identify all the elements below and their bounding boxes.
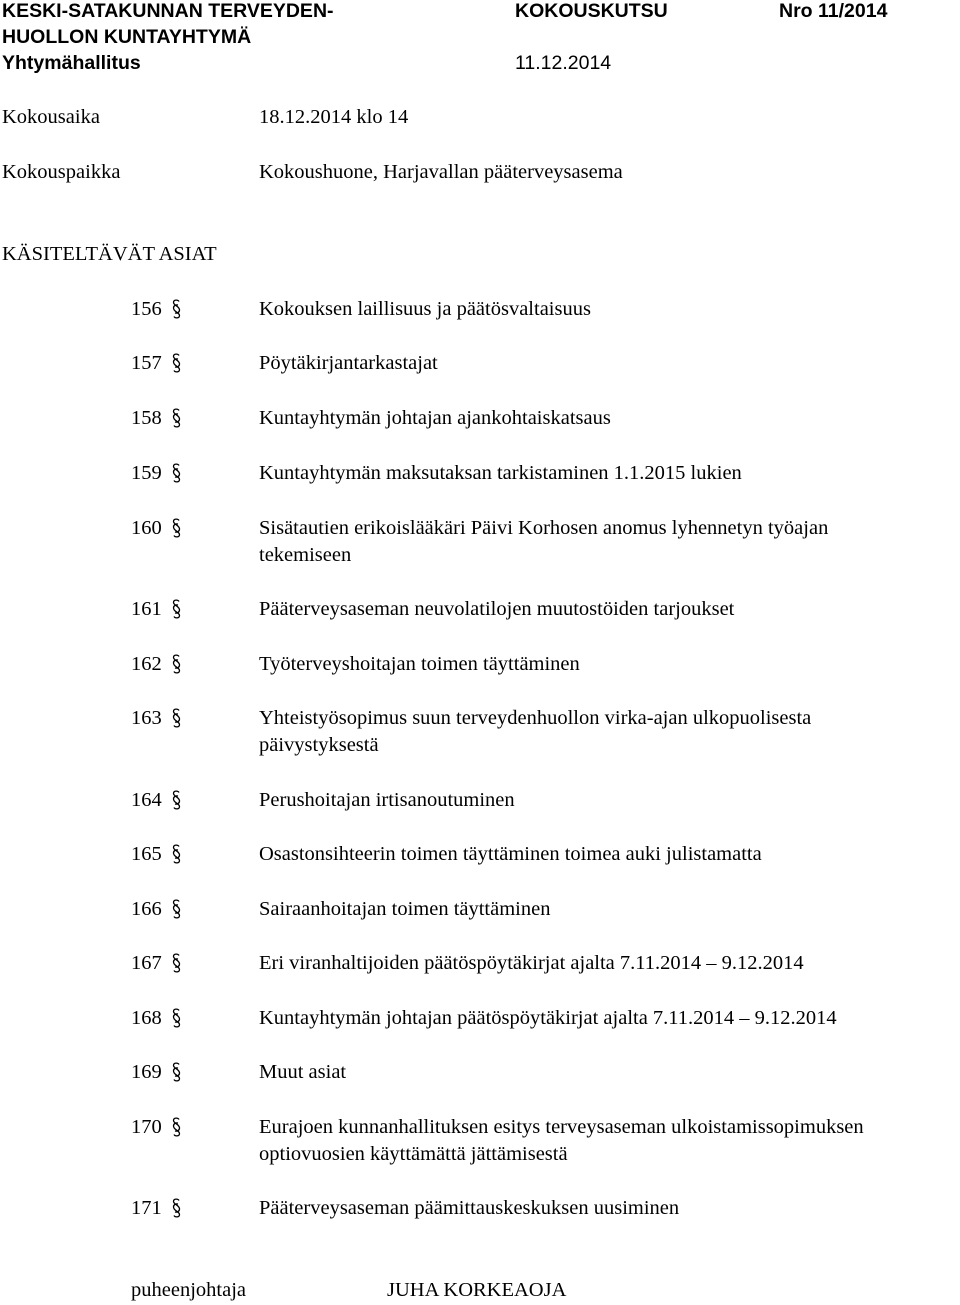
document-number: Nro 11/2014 <box>779 0 888 22</box>
section-sign-icon <box>171 707 182 729</box>
agenda-item-number: 166 <box>131 898 162 920</box>
agenda-item-title: Pääterveysaseman päämittauskeskuksen uusiminen <box>259 1197 680 1219</box>
section-sign-icon <box>171 952 182 974</box>
agenda-item-number: 159 <box>131 462 162 484</box>
agenda-item-title: Muut asiat <box>259 1061 347 1083</box>
agenda-item-number: 161 <box>131 598 162 620</box>
agenda-item-number: 156 <box>131 298 162 320</box>
agenda-item-title: Sisätautien erikoislääkäri Päivi Korhosen anomus lyhennetyn työajan <box>259 517 829 539</box>
meeting-place-value: Kokoushuone, Harjavallan pääterveysasema <box>259 161 623 183</box>
section-sign-icon <box>171 898 182 920</box>
agenda-item-title: Yhteistyösopimus suun terveydenhuollon virka-ajan ulkopuolisesta <box>259 707 812 729</box>
section-sign-icon <box>171 789 182 811</box>
agenda-item-number: 165 <box>131 843 162 865</box>
agenda-item-number: 171 <box>131 1197 162 1219</box>
agenda-item-number: 162 <box>131 653 162 675</box>
section-sign-icon <box>171 653 182 675</box>
agenda-item-title: Kuntayhtymän johtajan ajankohtaiskatsaus <box>259 407 611 429</box>
agenda-item-title: Pääterveysaseman neuvolatilojen muutostöiden tarjoukset <box>259 598 735 620</box>
section-sign-icon <box>171 1116 182 1138</box>
meeting-time-value: 18.12.2014 klo 14 <box>259 106 409 128</box>
agenda-item-number: 168 <box>131 1007 162 1029</box>
meeting-time-label: Kokousaika <box>2 106 100 128</box>
agenda-item-title-continued: optiovuosien käyttämättä jättämisestä <box>259 1143 568 1165</box>
document-date: 11.12.2014 <box>515 52 612 74</box>
agenda-item-title: Kokouksen laillisuus ja päätösvaltaisuus <box>259 298 591 320</box>
meeting-place-label: Kokouspaikka <box>2 161 121 183</box>
agenda-item-number: 160 <box>131 517 162 539</box>
org-name-line1: KESKI-SATAKUNNAN TERVEYDEN- <box>2 0 334 22</box>
agenda-item-title: Osastonsihteerin toimen täyttäminen toimea auki julistamatta <box>259 843 762 865</box>
agenda-item-number: 169 <box>131 1061 162 1083</box>
agenda-item-number: 163 <box>131 707 162 729</box>
agenda-heading: KÄSITELTÄVÄT ASIAT <box>2 243 217 265</box>
section-sign-icon <box>171 1007 182 1029</box>
agenda-item-number: 164 <box>131 789 162 811</box>
signature-name: JUHA KORKEAOJA <box>387 1279 567 1301</box>
org-name-line2: HUOLLON KUNTAYHTYMÄ <box>2 26 252 48</box>
section-sign-icon <box>171 598 182 620</box>
section-sign-icon <box>171 298 182 320</box>
agenda-item-number: 157 <box>131 352 162 374</box>
agenda-item-title: Eri viranhaltijoiden päätöspöytäkirjat ajalta 7.11.2014 – 9.12.2014 <box>259 952 804 974</box>
agenda-item-title: Työterveyshoitajan toimen täyttäminen <box>259 653 580 675</box>
agenda-item-number: 167 <box>131 952 162 974</box>
agenda-item-number: 170 <box>131 1116 162 1138</box>
section-sign-icon <box>171 1197 182 1219</box>
agenda-item-title: Kuntayhtymän johtajan päätöspöytäkirjat ajalta 7.11.2014 – 9.12.2014 <box>259 1007 837 1029</box>
agenda-item-title: Perushoitajan irtisanoutuminen <box>259 789 515 811</box>
agenda-item-title: Pöytäkirjantarkastajat <box>259 352 438 374</box>
agenda-item-title: Eurajoen kunnanhallituksen esitys terveysaseman ulkoistamissopimuksen <box>259 1116 864 1138</box>
section-sign-icon <box>171 462 182 484</box>
section-sign-icon <box>171 843 182 865</box>
agenda-item-title-continued: päivystyksestä <box>259 734 379 756</box>
document-type: KOKOUSKUTSU <box>515 0 668 22</box>
agenda-item-title-continued: tekemiseen <box>259 544 352 566</box>
section-sign-icon <box>171 517 182 539</box>
agenda-item-title: Kuntayhtymän maksutaksan tarkistaminen 1.1.2015 lukien <box>259 462 742 484</box>
signature-role: puheenjohtaja <box>131 1279 246 1301</box>
section-sign-icon <box>171 407 182 429</box>
agenda-item-title: Sairaanhoitajan toimen täyttäminen <box>259 898 551 920</box>
section-sign-icon <box>171 1061 182 1083</box>
governing-body: Yhtymähallitus <box>2 52 141 74</box>
section-sign-icon <box>171 352 182 374</box>
agenda-item-number: 158 <box>131 407 162 429</box>
